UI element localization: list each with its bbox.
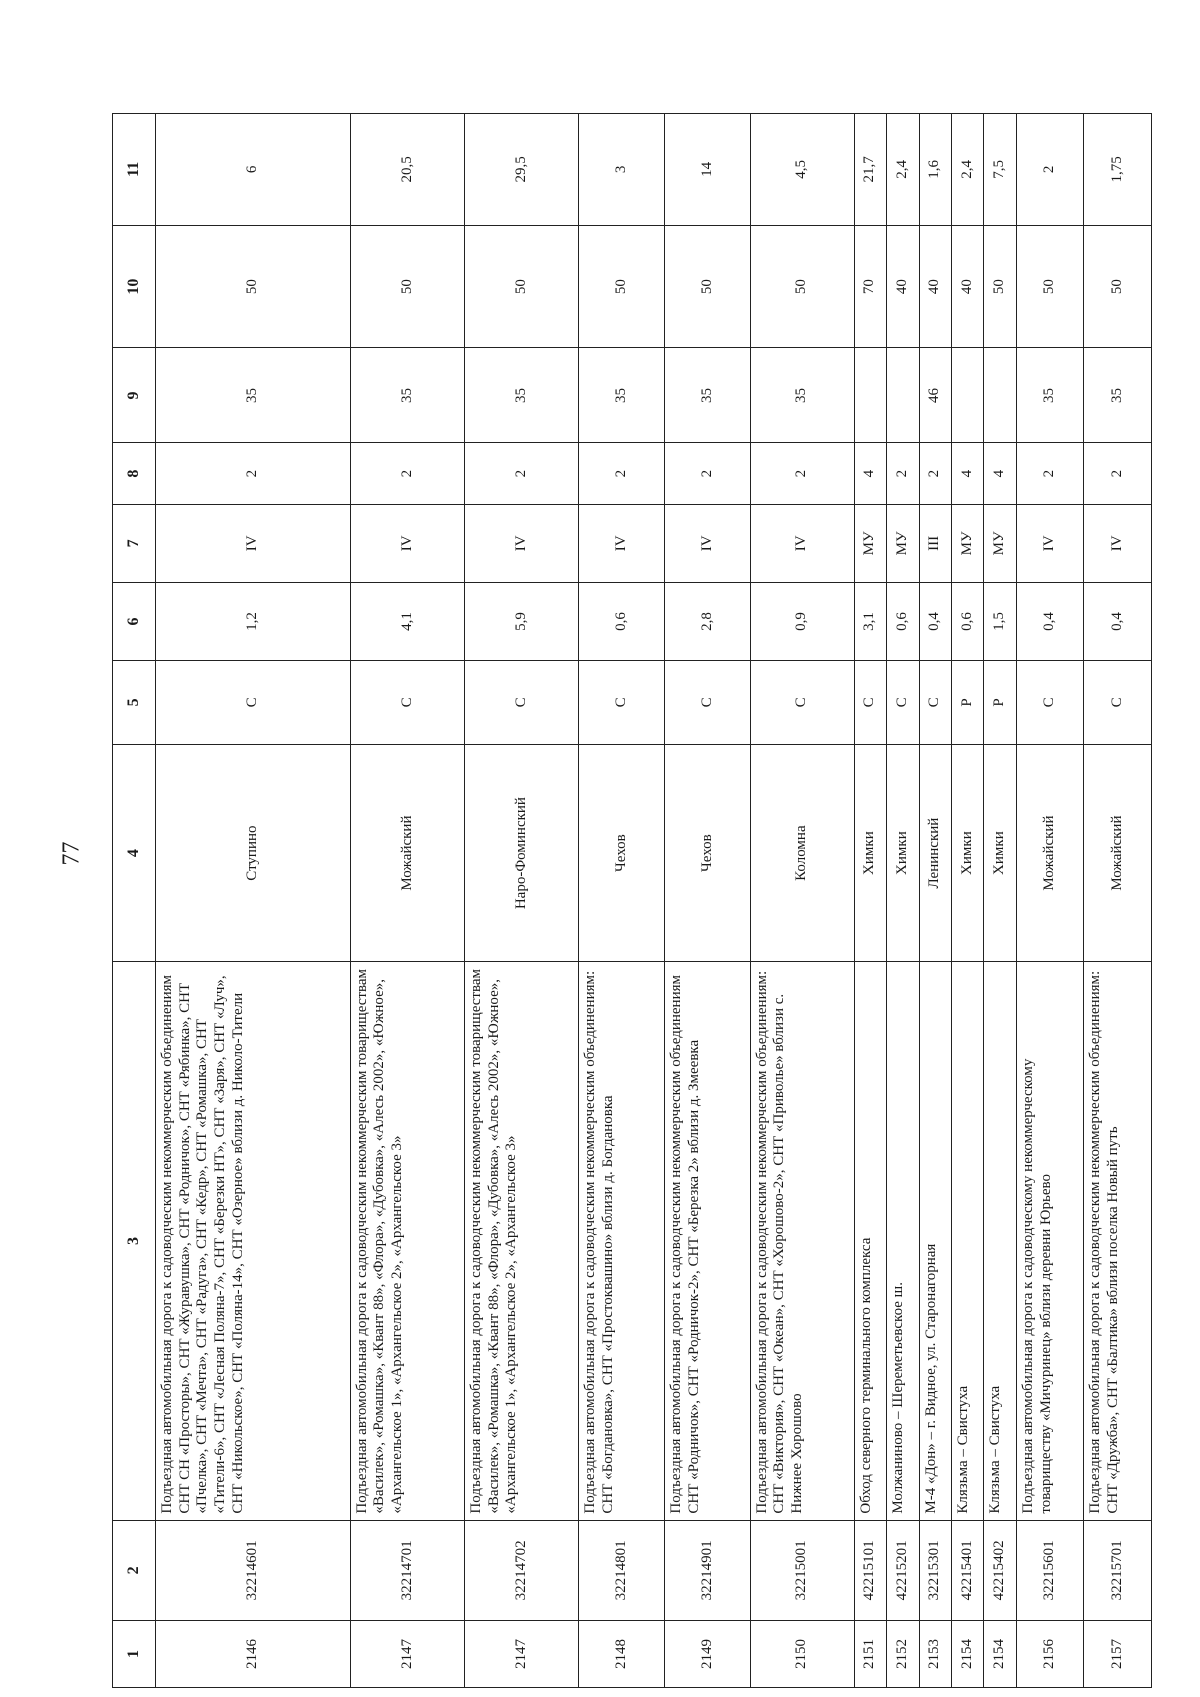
table-cell-c9 [854,348,886,443]
table-cell-c3: Подъездная автомобильная дорога к садоводческим некоммерческим товариществам «Василек», «Ромашка», «Квант 88», «Флора», «Дубовка», «Алесь 2002», «Южное», «Архангельское 1», «Архангельское 2», «Архангельское 3» [465,962,579,1520]
table-cell-c9: 35 [1016,348,1084,443]
table-cell-c4: Ступино [156,744,351,962]
table-cell-c11: 2 [1016,114,1084,226]
column-header: 9 [113,348,156,443]
table-cell-c11: 20,5 [350,114,464,226]
table-cell-c1: 2152 [887,1621,919,1688]
table-cell-c11: 29,5 [465,114,579,226]
column-header: 8 [113,443,156,504]
table-cell-c9: 35 [1084,348,1152,443]
table-cell-c10: 50 [984,225,1016,348]
table-row [951,114,983,1688]
table-cell-c1: 2150 [750,1621,854,1688]
table-cell-c5: С [465,661,579,745]
table-cell-c3: Молжаниново – Шереметьевское ш. [887,962,919,1520]
table-row [1084,114,1152,1688]
table-cell-c10: 50 [750,225,854,348]
table-cell-c1: 2154 [951,1621,983,1688]
table-cell-c5: С [854,661,886,745]
table-header-row [113,114,156,1688]
table-cell-c4: Химки [984,744,1016,962]
table-cell-c5: Р [984,661,1016,745]
table-row [854,114,886,1688]
table-cell-c9: 35 [156,348,351,443]
table-cell-c6: 0,4 [1016,582,1084,660]
table-cell-c9 [887,348,919,443]
table-cell-c10: 40 [951,225,983,348]
table-cell-c9 [984,348,1016,443]
table-cell-c9: 35 [750,348,854,443]
table-cell-c4: Коломна [750,744,854,962]
table-cell-c4: Химки [951,744,983,962]
column-header: 7 [113,504,156,582]
table-cell-c1: 2153 [919,1621,951,1688]
column-header: 3 [113,962,156,1520]
table-cell-c8: 2 [665,443,751,504]
table-cell-c6: 2,8 [665,582,751,660]
table-cell-c9: 35 [465,348,579,443]
table-cell-c8: 2 [1016,443,1084,504]
table-cell-c7: МУ [951,504,983,582]
table-cell-c1: 2156 [1016,1621,1084,1688]
table-cell-c9: 35 [350,348,464,443]
table-cell-c3: Подъездная автомобильная дорога к садоводческим некоммерческим объединениям СНТ «Родничок», СНТ «Родничок-2», СНТ «Березка 2» вблизи д. Змеевка [665,962,751,1520]
rotated-table-wrapper [112,113,1152,1688]
table-row [1016,114,1084,1688]
table-cell-c7: IV [750,504,854,582]
table-cell-c1: 2154 [984,1621,1016,1688]
table-cell-c2: 32214601 [156,1520,351,1620]
table-cell-c4: Химки [887,744,919,962]
table-cell-c2: 32215301 [919,1520,951,1620]
table-cell-c5: С [1016,661,1084,745]
table-cell-c10: 50 [1016,225,1084,348]
table-cell-c6: 0,6 [579,582,665,660]
table-cell-c7: IV [465,504,579,582]
table-cell-c11: 7,5 [984,114,1016,226]
table-cell-c6: 5,9 [465,582,579,660]
table-cell-c9: 46 [919,348,951,443]
table-cell-c4: Ленинский [919,744,951,962]
table-cell-c10: 70 [854,225,886,348]
table-cell-c5: С [350,661,464,745]
table-cell-c2: 32215601 [1016,1520,1084,1620]
table-cell-c2: 32214701 [350,1520,464,1620]
table-cell-c6: 3,1 [854,582,886,660]
table-cell-c1: 2157 [1084,1621,1152,1688]
table-cell-c3: Подъездная автомобильная дорога к садоводческим некоммерческим объединениям: СНТ «Богдановка», СНТ «Простоквашино» вблизи д. Богдановка [579,962,665,1520]
table-cell-c8: 2 [1084,443,1152,504]
table-cell-c11: 2,4 [951,114,983,226]
table-cell-c7: IV [350,504,464,582]
table-cell-c5: С [1084,661,1152,745]
column-header: 6 [113,582,156,660]
table-cell-c6: 0,9 [750,582,854,660]
table-row [919,114,951,1688]
table-cell-c4: Можайский [1084,744,1152,962]
table-cell-c7: IV [1084,504,1152,582]
roads-table [112,113,1152,1688]
column-header: 2 [113,1520,156,1620]
table-row [579,114,665,1688]
table-cell-c6: 0,4 [1084,582,1152,660]
table-cell-c11: 6 [156,114,351,226]
table-cell-c5: С [750,661,854,745]
table-cell-c8: 4 [951,443,983,504]
table-cell-c10: 50 [579,225,665,348]
table-cell-c9: 35 [665,348,751,443]
column-header: 10 [113,225,156,348]
table-cell-c2: 42215401 [951,1520,983,1620]
table-cell-c7: МУ [984,504,1016,582]
table-cell-c2: 42215201 [887,1520,919,1620]
table-cell-c6: 1,2 [156,582,351,660]
table-cell-c4: Химки [854,744,886,962]
table-cell-c8: 2 [919,443,951,504]
table-cell-c8: 2 [156,443,351,504]
table-cell-c4: Чехов [665,744,751,962]
table-cell-c8: 2 [579,443,665,504]
table-cell-c8: 2 [350,443,464,504]
table-cell-c2: 32215701 [1084,1520,1152,1620]
table-cell-c2: 32214901 [665,1520,751,1620]
table-cell-c8: 4 [984,443,1016,504]
table-cell-c3: М-4 «Дон» – г. Видное, ул. Старонагорная [919,962,951,1520]
table-cell-c11: 4,5 [750,114,854,226]
table-cell-c4: Наро-Фоминский [465,744,579,962]
table-cell-c3: Клязьма – Свистуха [951,962,983,1520]
table-cell-c11: 2,4 [887,114,919,226]
table-cell-c11: 1,75 [1084,114,1152,226]
table-cell-c10: 50 [1084,225,1152,348]
table-cell-c7: III [919,504,951,582]
table-row [665,114,751,1688]
table-cell-c8: 2 [465,443,579,504]
table-cell-c6: 0,6 [887,582,919,660]
table-cell-c6: 0,4 [919,582,951,660]
table-cell-c2: 32214801 [579,1520,665,1620]
table-cell-c6: 0,6 [951,582,983,660]
table-cell-c4: Чехов [579,744,665,962]
table-cell-c11: 1,6 [919,114,951,226]
table-row [350,114,464,1688]
table-cell-c7: МУ [854,504,886,582]
table-cell-c10: 50 [465,225,579,348]
table-cell-c7: МУ [887,504,919,582]
table-cell-c2: 32215001 [750,1520,854,1620]
table-cell-c7: IV [156,504,351,582]
table-cell-c3: Подъездная автомобильная дорога к садоводческим некоммерческим объединениям: СНТ «Виктория», СНТ «Океан», СНТ «Хорошово-2», СНТ «Приволье» вблизи с. Нижнее Хорошово [750,962,854,1520]
column-header: 1 [113,1621,156,1688]
table-cell-c7: IV [1016,504,1084,582]
table-cell-c4: Можайский [1016,744,1084,962]
table-cell-c2: 32214702 [465,1520,579,1620]
table-cell-c8: 4 [854,443,886,504]
table-cell-c5: Р [951,661,983,745]
table-cell-c3: Подъездная автомобильная дорога к садоводческим некоммерческим товариществам «Василек», «Ромашка», «Квант 88», «Флора», «Дубовка», «Алесь 2002», «Южное», «Архангельское 1», «Архангельское 2», «Архангельское 3» [350,962,464,1520]
table-cell-c2: 42215101 [854,1520,886,1620]
table-cell-c5: С [665,661,751,745]
table-cell-c8: 2 [750,443,854,504]
table-cell-c6: 1,5 [984,582,1016,660]
table-cell-c5: С [156,661,351,745]
table-cell-c1: 2149 [665,1621,751,1688]
table-row [750,114,854,1688]
table-cell-c3: Подъездная автомобильная дорога к садоводческим некоммерческим объединениям: СНТ «Дружба», СНТ «Балтика» вблизи поселка Новый путь [1084,962,1152,1520]
table-cell-c11: 14 [665,114,751,226]
table-cell-c10: 40 [887,225,919,348]
table-cell-c10: 50 [665,225,751,348]
table-cell-c3: Обход северного терминального комплекса [854,962,886,1520]
table-cell-c11: 21,7 [854,114,886,226]
table-cell-c1: 2147 [465,1621,579,1688]
table-cell-c7: IV [665,504,751,582]
table-row [887,114,919,1688]
table-cell-c10: 50 [350,225,464,348]
table-cell-c8: 2 [887,443,919,504]
table-cell-c5: С [579,661,665,745]
column-header: 5 [113,661,156,745]
table-cell-c1: 2147 [350,1621,464,1688]
table-cell-c10: 40 [919,225,951,348]
table-cell-c3: Подъездная автомобильная дорога к садоводческим некоммерческим объединениям СНТ СН «Просторы», СНТ «Журавушка», СНТ «Родничок», СНТ «Рябинка», СНТ «Пчелка», СНТ «Мечта», СНТ «Радуга», СНТ «Кедр», СНТ «Ромашка», СНТ «Тители-6», СНТ «Лесная Поляна-7», СНТ «Березки НТ», СНТ «Заря», СНТ «Луч», СНТ «Никольское», СНТ «Поляна-14», СНТ «Озерное» вблизи д. Николо-Тители [156,962,351,1520]
table-cell-c3: Клязьма – Свистуха [984,962,1016,1520]
table-cell-c1: 2146 [156,1621,351,1688]
page-number: 77 [58,841,85,866]
table-cell-c9: 35 [579,348,665,443]
table-cell-c1: 2151 [854,1621,886,1688]
table-row [156,114,351,1688]
table-cell-c5: С [887,661,919,745]
table-cell-c6: 4,1 [350,582,464,660]
table-cell-c3: Подъездная автомобильная дорога к садоводческому некоммерческому товариществу «Мичуринец» вблизи деревни Юрьево [1016,962,1084,1520]
table-cell-c10: 50 [156,225,351,348]
table-row [465,114,579,1688]
table-cell-c2: 42215402 [984,1520,1016,1620]
table-cell-c7: IV [579,504,665,582]
column-header: 4 [113,744,156,962]
table-cell-c9 [951,348,983,443]
table-cell-c1: 2148 [579,1621,665,1688]
table-cell-c5: С [919,661,951,745]
table-cell-c4: Можайский [350,744,464,962]
table-cell-c11: 3 [579,114,665,226]
column-header: 11 [113,114,156,226]
table-row [984,114,1016,1688]
